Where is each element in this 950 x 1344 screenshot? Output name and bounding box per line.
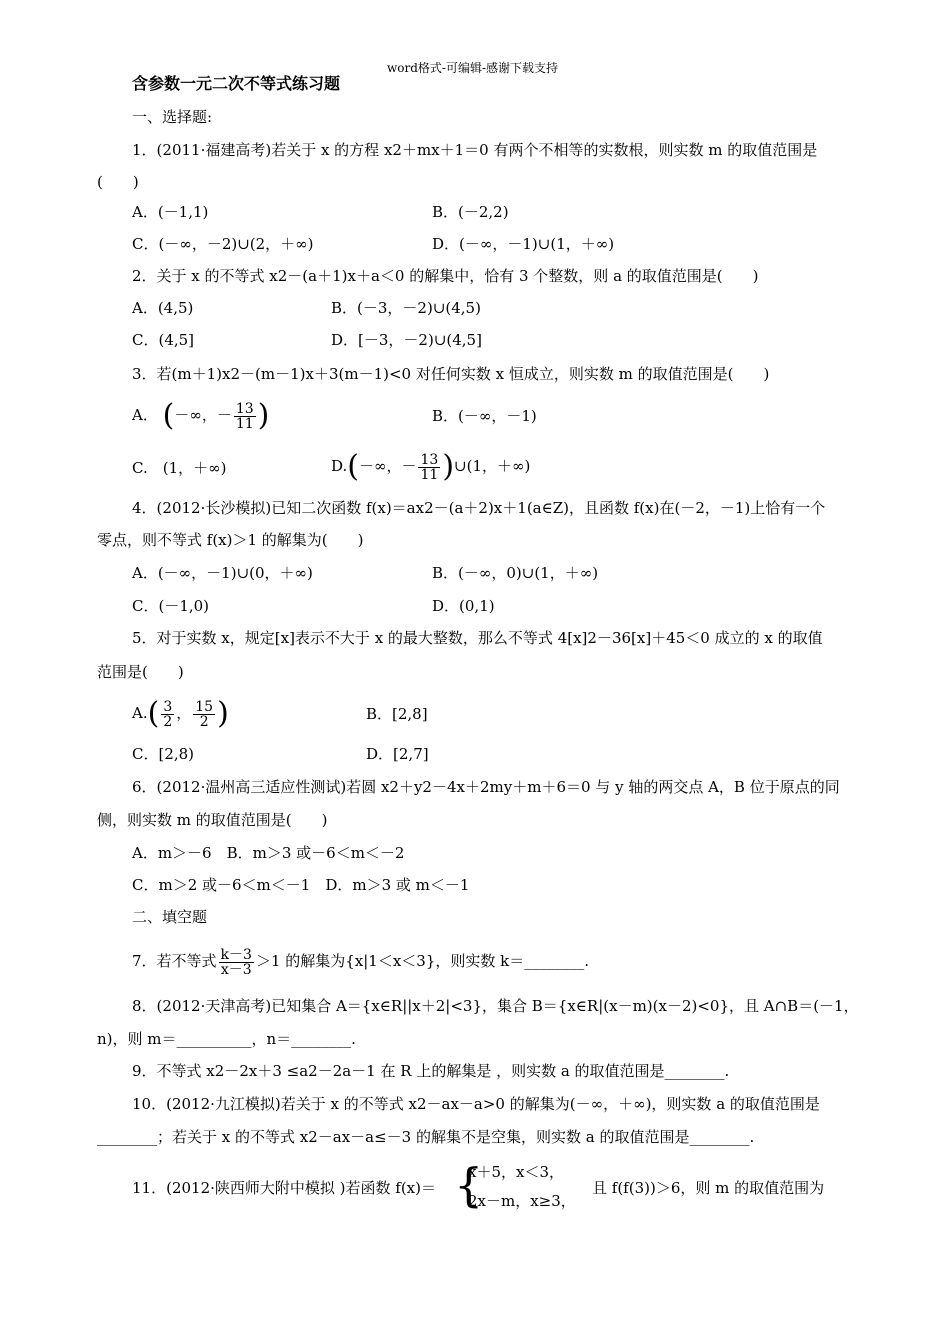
fraction-denominator: 11: [420, 466, 439, 483]
question-7: [132, 942, 589, 980]
question-10-line1: 10．(2012·九江模拟)若关于 x 的不等式 x2－ax－a>0 的解集为(－∞，＋∞)，则实数 a 的取值范围是: [132, 1095, 820, 1113]
fraction-denominator: 2: [199, 713, 209, 730]
interval-start: －∞，－: [358, 457, 417, 475]
question-1-cont: ( ): [97, 173, 139, 191]
fraction-numerator: 15: [195, 698, 214, 715]
question-6-cont: 侧，则实数 m 的取值范围是( ): [97, 811, 328, 829]
paren-close: ): [217, 696, 229, 731]
interval-union: ∪(1，＋∞): [454, 457, 531, 475]
question-2-option-a: A．(4,5): [132, 299, 194, 317]
page-header: word格式-可编辑-感谢下载支持: [387, 61, 559, 75]
question-9: 9．不等式 x2－2x＋3 ≤a2－2a－1 在 R 上的解集是 ，则实数 a 的取值范围是________.: [132, 1062, 730, 1080]
question-8-line1: 8．(2012·天津高考)已知集合 A＝{x∈R||x＋2|<3}，集合 B＝{x∈R|(x－m)(x－2)<0}，且 A∩B＝(－1，: [132, 997, 859, 1015]
question-6-stem: 6．(2012·温州高三适应性测试)若圆 x2＋y2－4x＋2my＋m＋6＝0 与 y 轴的两交点 A，B 位于原点的同: [132, 778, 840, 796]
paren-close: ): [257, 398, 270, 433]
fraction-denominator: 11: [235, 415, 254, 432]
fraction-numerator: 13: [420, 451, 439, 468]
question-1-option-b: B．(－2,2): [432, 203, 509, 221]
question-2-option-d: D．[－3，－2)∪(4,5]: [331, 331, 482, 349]
question-6-options-cd: C．m＞2 或－6＜m＜－1 D．m＞3 或 m＜－1: [132, 876, 470, 894]
question-1-option-d: D．(－∞，－1)∪(1，＋∞): [432, 235, 615, 253]
question-5-option-b: B．[2,8]: [366, 705, 428, 723]
question-11-pre: 11．(2012·陕西师大附中模拟 )若函数 f(x)＝: [132, 1179, 436, 1197]
question-5-option-a: [132, 694, 229, 733]
question-4-option-c: C．(－1,0): [132, 597, 210, 615]
question-4-cont: 零点，则不等式 f(x)＞1 的解集为( ): [97, 531, 364, 549]
question-5-stem: 5．对于实数 x，规定[x]表示不大于 x 的最大整数，那么不等式 4[x]2－36[x]＋45＜0 成立的 x 的取值: [132, 629, 823, 647]
question-2-option-b: B．(－3，－2)∪(4,5): [331, 299, 481, 317]
question-4-option-b: B．(－∞，0)∪(1，＋∞): [432, 564, 599, 582]
question-8-line2: n)，则 m＝__________，n＝________.: [97, 1030, 356, 1048]
question-4-stem: 4．(2012·长沙模拟)已知二次函数 f(x)＝ax2－(a＋2)x＋1(a∈Z)，且函数 f(x)在(－2，－1)上恰有一个: [132, 499, 826, 517]
question-1-stem: 1．(2011·福建高考)若关于 x 的方程 x2＋mx＋1＝0 有两个不相等的实数根，则实数 m 的取值范围是: [132, 141, 818, 159]
question-3-stem: 3．若(m＋1)x2－(m－1)x＋3(m－1)<0 对任何实数 x 恒成立，则实数 m 的取值范围是( ): [132, 365, 770, 383]
option-d-label: D.: [331, 457, 348, 475]
option-a-label: A.: [132, 704, 148, 722]
paren-open: (: [162, 398, 175, 433]
paren-open: (: [147, 696, 160, 731]
question-3-option-d: [331, 447, 530, 486]
paren-open: (: [347, 449, 359, 484]
question-1-option-c: C．(－∞，－2)∪(2，＋∞): [132, 235, 314, 253]
question-2-stem: 2．关于 x 的不等式 x2－(a＋1)x＋a＜0 的解集中，恰有 3 个整数，则 a 的取值范围是( ): [132, 267, 759, 285]
question-4-option-a: A．(－∞，－1)∪(0，＋∞): [132, 564, 313, 582]
fraction: [193, 700, 215, 729]
question-7-pre: 7．若不等式: [132, 952, 217, 970]
question-2-option-c: C．(4,5]: [132, 331, 195, 349]
fraction: [219, 948, 254, 977]
page-title: 含参数一元二次不等式练习题: [132, 74, 341, 93]
section-heading: 二、填空题: [132, 908, 208, 926]
piecewise-brace: {: [454, 1158, 484, 1212]
question-7-post: ＞1 的解集为{x|1＜x＜3}，则实数 k＝________.: [255, 952, 590, 970]
question-5-option-c: C．[2,8): [132, 745, 195, 763]
option-a-label: A．: [132, 406, 158, 424]
interval-start: －∞，－: [174, 406, 232, 424]
question-5-cont: 范围是( ): [97, 663, 184, 681]
section-heading: 一、选择题:: [132, 108, 213, 126]
separator: ，: [176, 704, 192, 722]
question-6-options-ab: A．m＞－6 B．m＞3 或－6＜m＜－2: [132, 844, 405, 862]
fraction-denominator: 2: [163, 713, 173, 730]
question-1-option-a: A．(－1,1): [132, 203, 209, 221]
question-3-option-b: B．(－∞，－1): [432, 407, 537, 425]
piecewise-case-1: x＋5，x＜3，: [468, 1163, 565, 1181]
fraction-numerator: 3: [163, 698, 173, 715]
piecewise-case-2: 2x－m，x≥3，: [468, 1192, 576, 1210]
question-10-line2: ________；若关于 x 的不等式 x2－ax－a≤－3 的解集不是空集，则实数 a 的取值范围是________.: [97, 1128, 755, 1146]
fraction: [418, 453, 440, 482]
fraction: [234, 402, 256, 431]
fraction-numerator: k－3: [220, 946, 252, 963]
question-4-option-d: D．(0,1): [432, 597, 495, 615]
paren-close: ): [442, 449, 455, 484]
question-5-option-d: D．[2,7]: [366, 745, 429, 763]
fraction-numerator: 13: [235, 400, 254, 417]
fraction: [161, 700, 174, 729]
question-11-post: 且 f(f(3))＞6，则 m 的取值范围为: [592, 1179, 825, 1197]
question-3-option-c: C. (1，＋∞): [132, 459, 227, 477]
fraction-denominator: x－3: [220, 961, 252, 978]
question-3-option-a: [132, 396, 269, 435]
